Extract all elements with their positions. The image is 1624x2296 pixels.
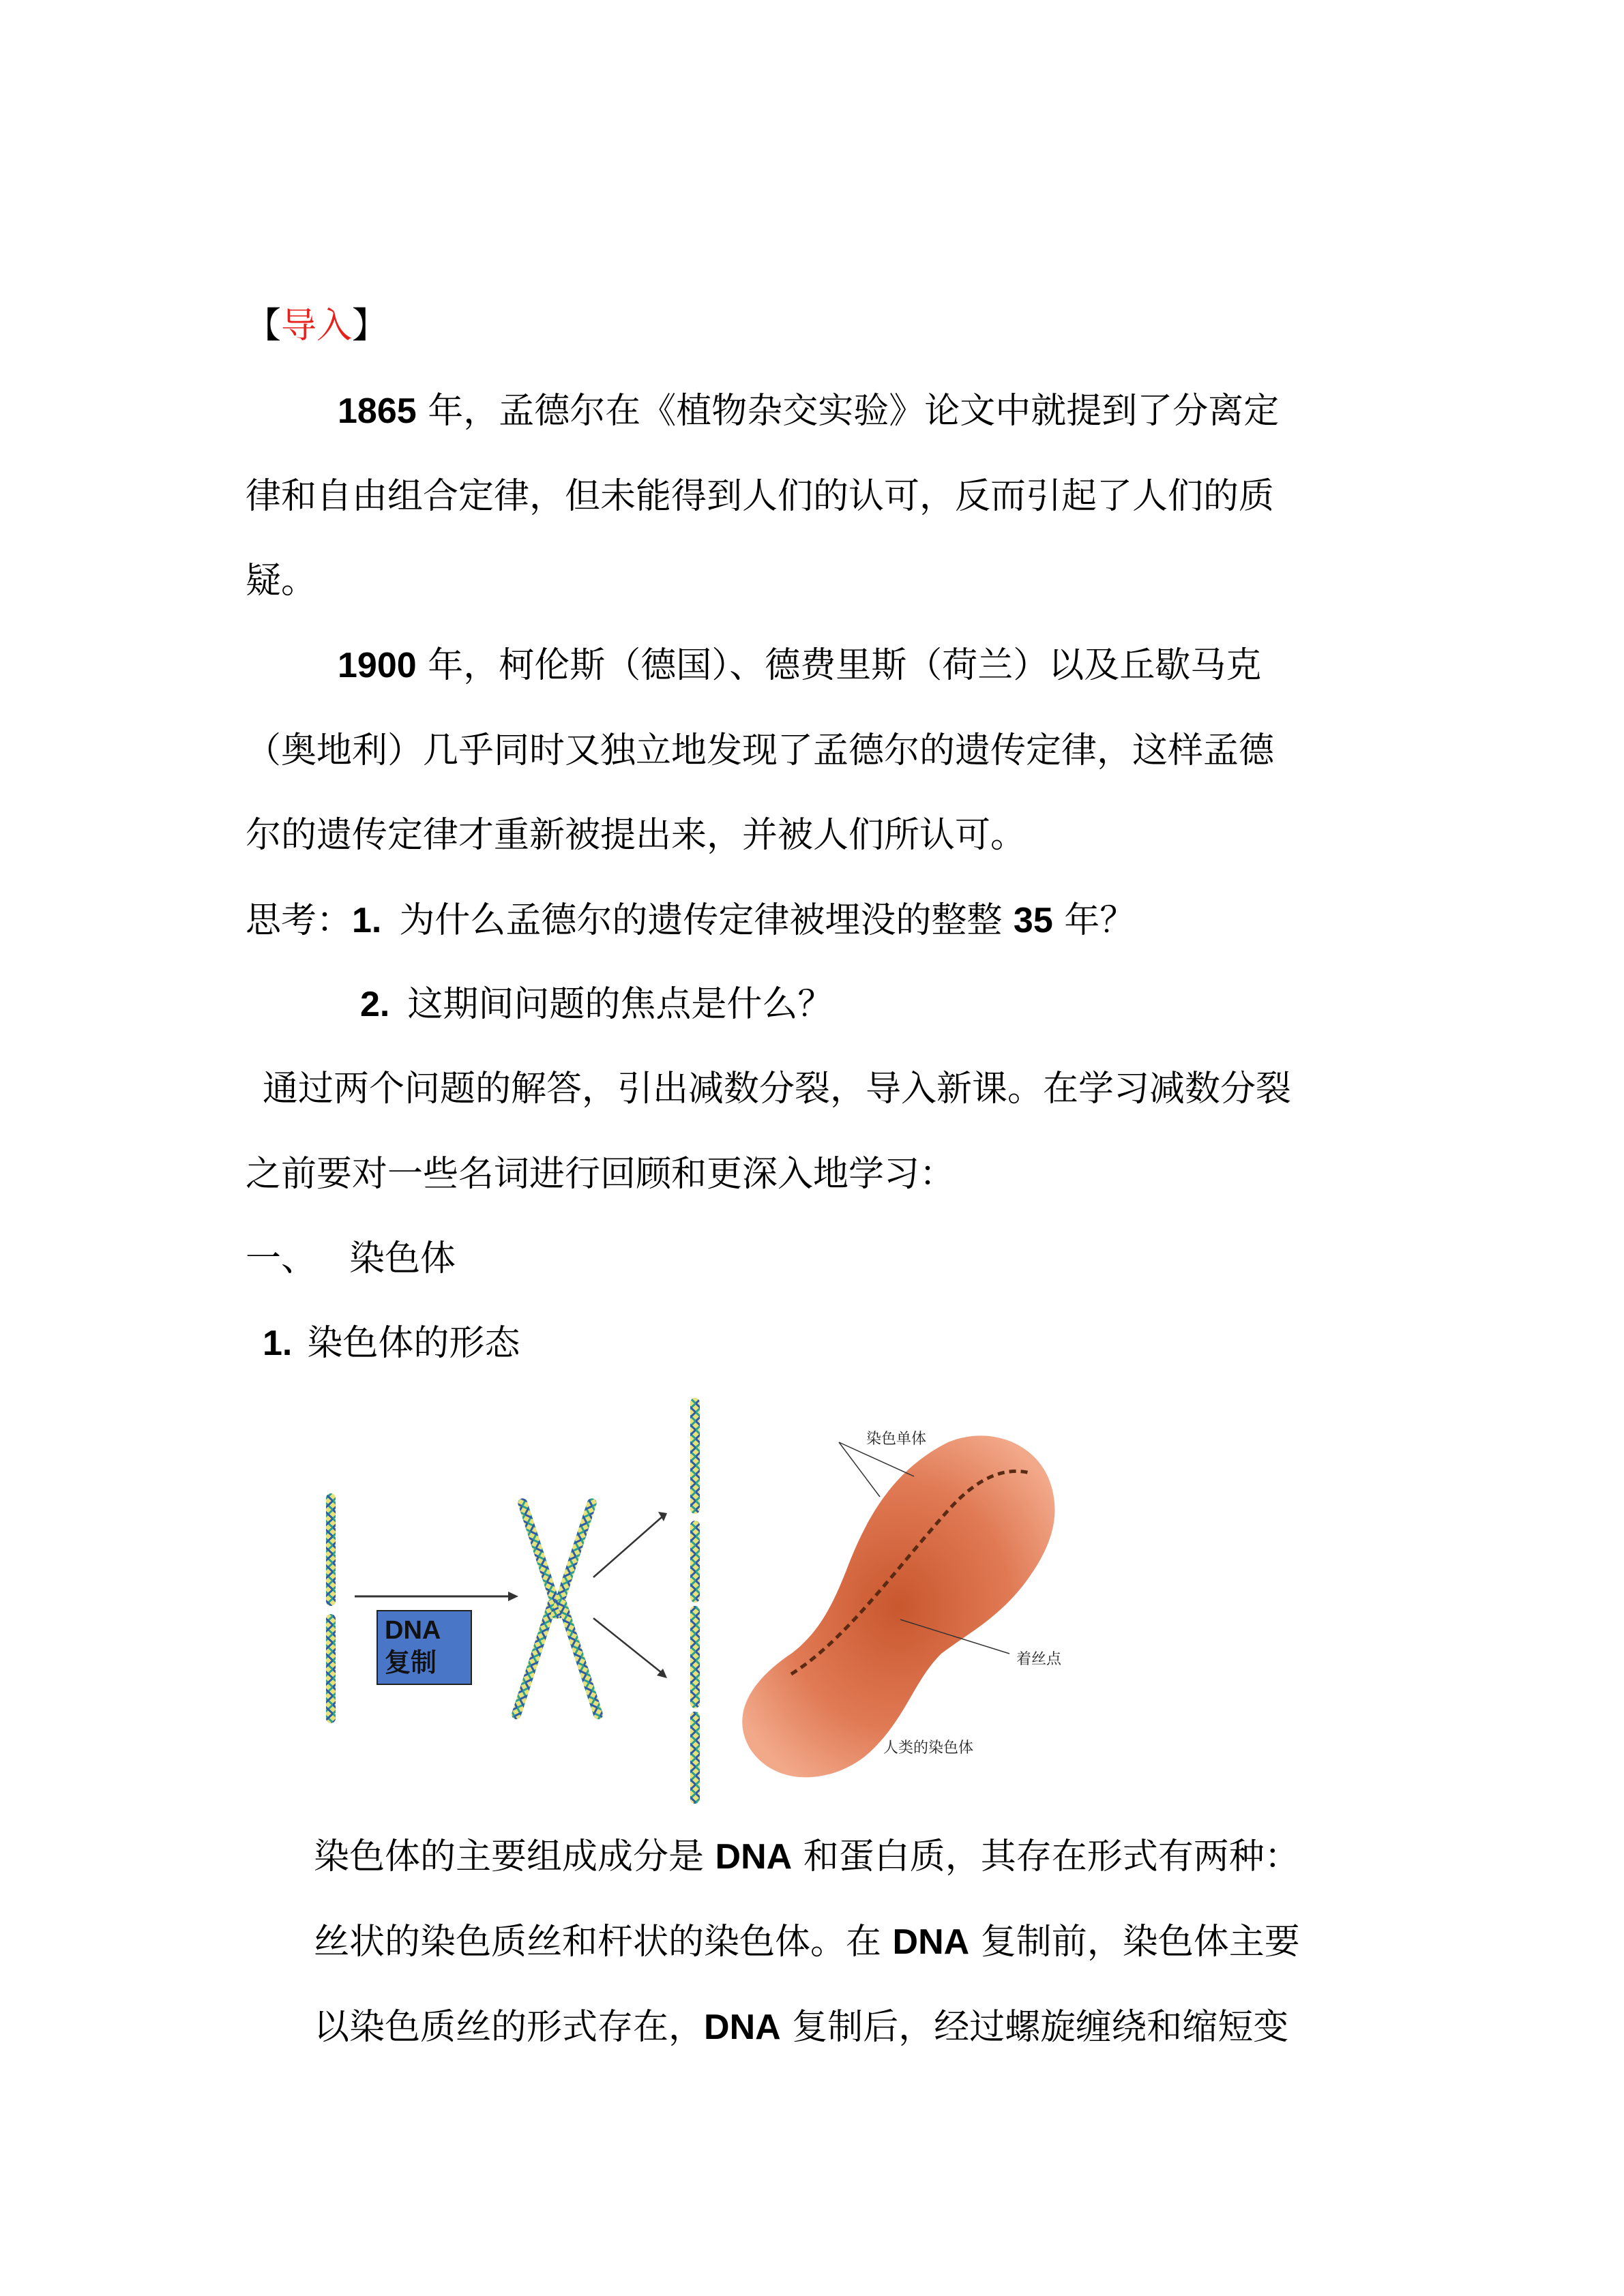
text-span: 复制后，经过螺旋缠绕和缩短变 [780, 2007, 1289, 2048]
think-question-2 [360, 977, 833, 1032]
text-span: 染色体的主要组成成分是 [314, 1836, 715, 1877]
question-number: 1. [352, 901, 382, 940]
heading-text: 导入 [281, 305, 353, 346]
section-heading [246, 299, 387, 353]
paragraph-4-line-2 [314, 1915, 1300, 1969]
paragraph-3-line-2: 之前要对一些名词进行回顾和更深入地学习： [246, 1154, 956, 1195]
dna-replication-box [377, 1610, 472, 1685]
chromosome-figure [314, 1395, 1078, 1807]
paragraph-1-line-3: 疑。 [246, 561, 317, 601]
section-title [246, 1232, 456, 1286]
year-1900: 1900 [338, 646, 417, 685]
paragraph-2-line-3: 尔的遗传定律才重新被提出来，并被人们所认可。 [246, 815, 1027, 856]
single-chromatid [326, 1493, 336, 1723]
text-span: 复制前，染色体主要 [969, 1922, 1300, 1963]
paragraph-1-line-2: 律和自由组合定律，但未能得到人们的认可，反而引起了人们的质 [246, 476, 1275, 517]
paragraph-2-line-2: （奥地利）几乎同时又独立地发现了孟德尔的遗传定律，这样孟德 [246, 730, 1275, 771]
box-line-2: 复制 [385, 1649, 437, 1678]
think-question-1 [246, 893, 1135, 948]
paragraph-4-line-1 [314, 1830, 1300, 1884]
arrow-head [508, 1592, 518, 1601]
text-span: 丝状的染色质丝和杆状的染色体。在 [314, 1922, 893, 1963]
paragraph-1-line-1 [338, 384, 1279, 438]
years-value: 35 [1013, 901, 1053, 940]
year-1865: 1865 [338, 391, 417, 431]
heading-bracket-open: 【 [246, 305, 282, 346]
question-number: 2. [360, 985, 390, 1024]
label-centromere: 着丝点 [1016, 1651, 1062, 1668]
text-span: 和蛋白质，其存在形式有两种： [792, 1836, 1300, 1877]
dna-term: DNA [715, 1837, 793, 1877]
paragraph-3-line-1: 通过两个问题的解答，引出减数分裂，导入新课。在学习减数分裂 [263, 1069, 1292, 1109]
separated-chromatids [690, 1398, 700, 1804]
label-chromatid: 染色单体 [866, 1431, 927, 1448]
paragraph-text: 年，柯伦斯（德国）、德费里斯（荷兰）以及丘歇马克 [416, 645, 1262, 686]
dna-term: DNA [704, 2008, 781, 2047]
human-chromosome-photo [723, 1425, 1074, 1804]
label-human-chromosome: 人类的染色体 [883, 1740, 974, 1757]
paragraph-text: 年，孟德尔在《植物杂交实验》论文中就提到了分离定 [416, 391, 1280, 432]
chromosome-diagram [314, 1395, 1078, 1807]
paragraph-4-line-3 [314, 2000, 1288, 2055]
subsection-title-text: 染色体的形态 [307, 1323, 520, 1364]
text-span: 以染色质丝的形式存在， [314, 2007, 705, 2048]
section-number: 一、 [246, 1238, 317, 1279]
heading-bracket-close: 】 [352, 305, 388, 346]
think-prefix: 思考： [246, 900, 353, 941]
subsection-number: 1. [263, 1324, 293, 1363]
paragraph-2-line-1 [338, 638, 1261, 693]
box-line-1: DNA [385, 1616, 441, 1645]
x-chromosome [510, 1497, 604, 1720]
dna-term: DNA [892, 1922, 970, 1962]
question-text: 为什么孟德尔的遗传定律被埋没的整整 [399, 900, 1014, 941]
section-title-text: 染色体 [349, 1238, 456, 1279]
subsection-title [263, 1316, 520, 1371]
question-text: 这期间问题的焦点是什么？ [407, 984, 833, 1025]
question-end: 年？ [1052, 900, 1136, 941]
